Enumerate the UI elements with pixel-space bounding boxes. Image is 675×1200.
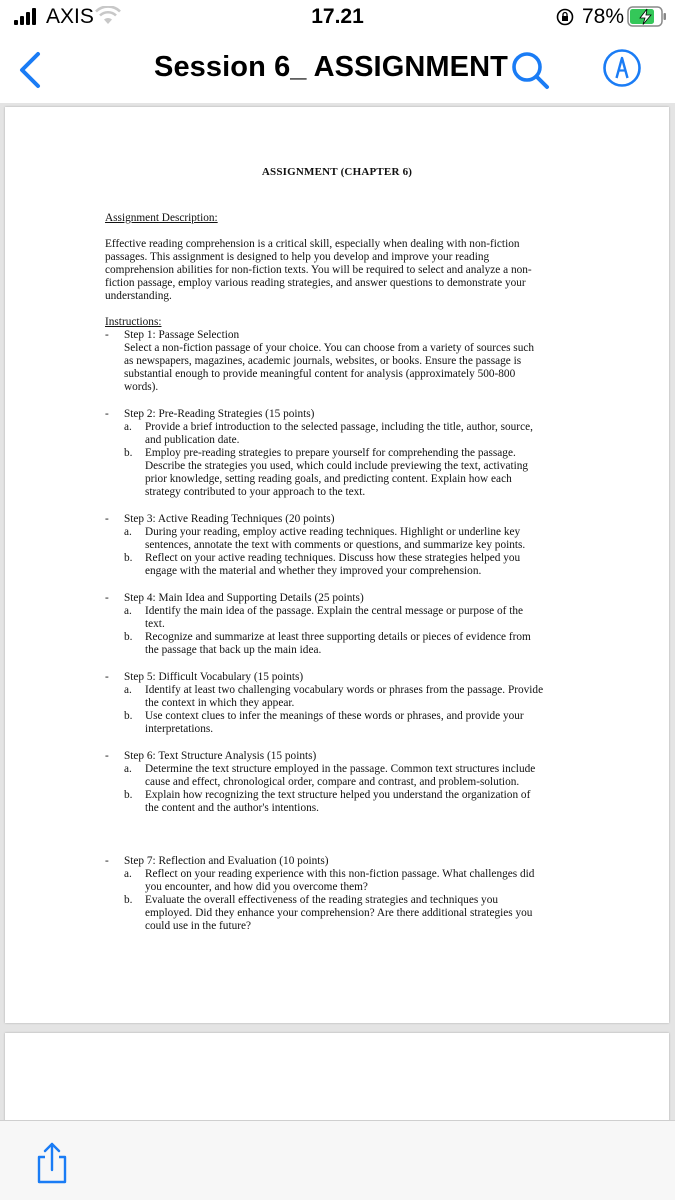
- text-line: the context in which they appear.: [145, 697, 295, 709]
- item-label: a.: [124, 605, 132, 617]
- text-line: the content and the author's intentions.: [145, 802, 319, 814]
- status-bar: [0, 0, 675, 36]
- bullet-dash: -: [105, 592, 109, 604]
- item-text: [145, 894, 591, 933]
- text-line: as newspapers, magazines, academic journals, websites, or books. Ensure the passage is: [124, 355, 522, 367]
- bottom-toolbar: [0, 1120, 675, 1200]
- item-label: b.: [124, 631, 133, 643]
- text-line: comprehension abilities for non-fiction texts. You will be required to select and analyze a non-: [105, 264, 532, 276]
- text-line: and publication date.: [145, 434, 240, 446]
- text-line: Effective reading comprehension is a critical skill, especially when dealing with non-fiction: [105, 238, 520, 250]
- item-label: a.: [124, 763, 132, 775]
- text-line: the passage that back up the main idea.: [145, 644, 322, 656]
- text-line: engage with the material and whether they improved your comprehension.: [145, 565, 482, 577]
- step-title: Step 6: Text Structure Analysis (15 points): [124, 750, 317, 762]
- text-line: strategy contributed to your approach to the text.: [145, 486, 366, 498]
- item-text: [145, 526, 591, 552]
- text-line: passages. This assignment is designed to help you develop and improve your reading: [105, 251, 490, 263]
- item-label: b.: [124, 447, 133, 459]
- item-text: [145, 605, 591, 631]
- share-icon[interactable]: [34, 1141, 70, 1185]
- step-title: Step 2: Pre-Reading Strategies (15 points): [124, 408, 315, 420]
- navigation-bar: [0, 40, 675, 100]
- instructions-heading: Instructions:: [105, 316, 162, 328]
- item-label: b.: [124, 710, 133, 722]
- item-text: [145, 631, 591, 657]
- text-line: words).: [124, 381, 159, 393]
- text-line: Evaluate the overall effectiveness of the reading strategies and techniques you: [145, 894, 498, 906]
- item-text: [145, 763, 591, 789]
- text-line: Employ pre-reading strategies to prepare yourself for comprehending the passage.: [145, 447, 516, 459]
- text-line: fiction passage, employ various reading strategies, and answer questions to demonstrate your: [105, 277, 526, 289]
- clock-time: 17.21: [311, 5, 364, 28]
- document-viewer[interactable]: [0, 103, 675, 1120]
- item-label: b.: [124, 789, 133, 801]
- markup-icon[interactable]: [602, 48, 642, 88]
- text-line: Reflect on your reading experience with this non-fiction passage. What challenges did: [145, 868, 535, 880]
- search-icon[interactable]: [508, 48, 552, 92]
- battery-charging-icon: [627, 6, 667, 27]
- document-page-next: [5, 1033, 669, 1120]
- item-text: [145, 447, 591, 499]
- text-line: could use in the future?: [145, 920, 252, 932]
- text-line: Determine the text structure employed in the passage. Common text structures include: [145, 763, 536, 775]
- back-chevron-icon[interactable]: [14, 50, 44, 90]
- text-line: prior knowledge, setting reading goals, and predicting content. Explain how each: [145, 473, 512, 485]
- item-text: [145, 684, 591, 710]
- bullet-dash: -: [105, 329, 109, 341]
- text-line: text.: [145, 618, 165, 630]
- bullet-dash: -: [105, 513, 109, 525]
- bullet-dash: -: [105, 750, 109, 762]
- step-title: Step 4: Main Idea and Supporting Details (25 points): [124, 592, 364, 604]
- bullet-dash: -: [105, 408, 109, 420]
- item-text: [145, 868, 591, 894]
- text-line: interpretations.: [145, 723, 214, 735]
- item-label: a.: [124, 684, 132, 696]
- carrier-name: AXIS: [46, 5, 94, 28]
- text-line: sentences, annotate the text with comments or questions, and summarize key points.: [145, 539, 526, 551]
- description-paragraph: [105, 238, 591, 303]
- bullet-dash: -: [105, 671, 109, 683]
- text-line: Identify the main idea of the passage. Explain the central message or purpose of the: [145, 605, 523, 617]
- step-body: [124, 342, 591, 394]
- document-title: Session 6_ ASSIGNMENT: [154, 51, 508, 83]
- text-line: Describe the strategies you used, which could include previewing the text, activating: [145, 460, 529, 472]
- item-text: [145, 789, 591, 815]
- text-line: Identify at least two challenging vocabulary words or phrases from the passage. Provide: [145, 684, 544, 696]
- item-text: [145, 552, 591, 578]
- text-line: Explain how recognizing the text structure helped you understand the organization of: [145, 789, 531, 801]
- step-title: Step 3: Active Reading Techniques (20 points): [124, 513, 335, 525]
- step-title: Step 7: Reflection and Evaluation (10 points): [124, 855, 329, 867]
- text-line: you encounter, and how did you overcome them?: [145, 881, 368, 893]
- text-line: Use context clues to infer the meanings of these words or phrases, and provide your: [145, 710, 524, 722]
- text-line: Select a non-fiction passage of your choice. You can choose from a variety of sources such: [124, 342, 535, 354]
- bullet-dash: -: [105, 855, 109, 867]
- rotation-lock-icon: [556, 8, 574, 26]
- text-line: Provide a brief introduction to the selected passage, including the title, author, source,: [145, 421, 533, 433]
- text-line: cause and effect, chronological order, compare and contrast, and problem-solution.: [145, 776, 520, 788]
- text-line: Recognize and summarize at least three supporting details or pieces of evidence from: [145, 631, 531, 643]
- item-text: [145, 421, 591, 447]
- text-line: substantial enough to provide meaningful content for analysis (approximately 500-800: [124, 368, 516, 380]
- text-line: Reflect on your active reading techniques. Discuss how these strategies helped you: [145, 552, 521, 564]
- text-line: During your reading, employ active reading techniques. Highlight or underline key: [145, 526, 521, 538]
- text-line: employed. Did they enhance your comprehension? Are there additional strategies you: [145, 907, 533, 919]
- item-label: a.: [124, 868, 132, 880]
- text-line: understanding.: [105, 290, 172, 302]
- battery-percent: 78%: [582, 5, 625, 28]
- item-label: b.: [124, 894, 133, 906]
- item-label: a.: [124, 421, 132, 433]
- description-heading: Assignment Description:: [105, 212, 218, 224]
- item-label: a.: [124, 526, 132, 538]
- item-label: b.: [124, 552, 133, 564]
- document-page: [5, 107, 669, 1023]
- item-text: [145, 710, 591, 736]
- assignment-title: ASSIGNMENT (CHAPTER 6): [261, 166, 413, 178]
- step-title: Step 1: Passage Selection: [124, 329, 240, 341]
- step-title: Step 5: Difficult Vocabulary (15 points): [124, 671, 304, 683]
